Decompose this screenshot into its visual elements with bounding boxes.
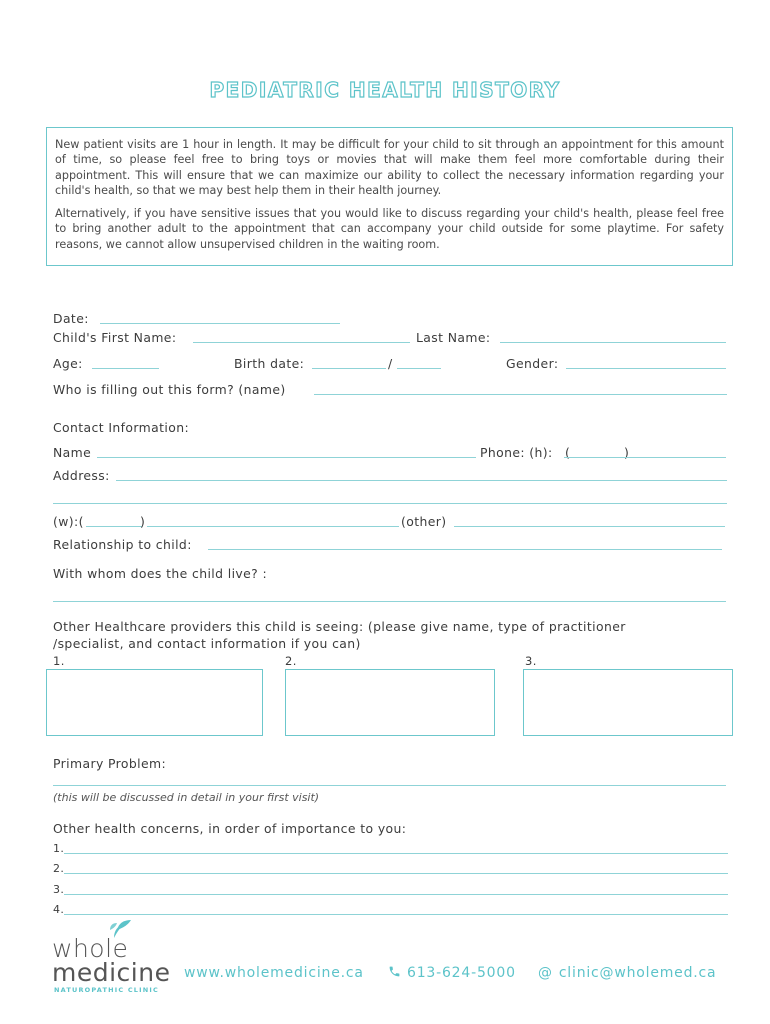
birth-date-label: Birth date: xyxy=(234,356,305,371)
filler-field[interactable] xyxy=(314,394,727,395)
phone-icon xyxy=(388,965,401,978)
first-name-field[interactable] xyxy=(193,342,410,343)
provider-2-number: 2. xyxy=(285,654,297,668)
phone-home-paren-open: ( xyxy=(565,445,570,460)
address-field-2[interactable] xyxy=(53,503,727,504)
phone-work-paren-close: ) xyxy=(140,514,145,529)
birth-date-field-b[interactable] xyxy=(397,368,441,369)
providers-label-line2: /specialist, and contact information if you can) xyxy=(53,636,361,651)
concern-3-number: 3. xyxy=(53,883,65,896)
phone-work-area-field[interactable] xyxy=(86,526,142,527)
contact-name-field[interactable] xyxy=(97,457,476,458)
phone-work-field[interactable] xyxy=(147,526,399,527)
relationship-field[interactable] xyxy=(208,549,722,550)
lives-with-field[interactable] xyxy=(53,601,726,602)
date-label: Date: xyxy=(53,311,89,326)
birth-date-field-a[interactable] xyxy=(312,368,386,369)
provider-3-number: 3. xyxy=(525,654,537,668)
providers-label-line1: Other Healthcare providers this child is seeing: (please give name, type of practitioner xyxy=(53,619,626,634)
address-field-1[interactable] xyxy=(116,480,727,481)
primary-problem-note: (this will be discussed in detail in your first visit) xyxy=(53,791,320,804)
provider-2-box[interactable] xyxy=(285,669,495,736)
phone-home-field[interactable] xyxy=(564,457,726,458)
phone-work-label: (w):( xyxy=(53,514,84,529)
provider-1-number: 1. xyxy=(53,654,65,668)
lives-with-label: With whom does the child live? : xyxy=(53,566,268,581)
logo-word-medicine: medicine xyxy=(52,958,171,987)
birth-date-slash: / xyxy=(388,356,393,371)
last-name-label: Last Name: xyxy=(416,330,491,345)
logo-word-whole: whole xyxy=(52,934,129,963)
concern-3-field[interactable] xyxy=(64,894,728,895)
phone-home-label: Phone: (h): xyxy=(480,445,553,460)
provider-1-box[interactable] xyxy=(46,669,263,736)
contact-name-label: Name xyxy=(53,445,92,460)
concern-4-number: 4. xyxy=(53,903,65,916)
concern-1-number: 1. xyxy=(53,842,65,855)
provider-3-box[interactable] xyxy=(523,669,733,736)
concern-2-number: 2. xyxy=(53,862,65,875)
contact-heading: Contact Information: xyxy=(53,420,190,435)
phone-contact xyxy=(388,965,516,981)
gender-label: Gender: xyxy=(506,356,559,371)
concerns-label: Other health concerns, in order of importance to you: xyxy=(53,821,407,836)
phone-home-paren-close: ) xyxy=(624,445,629,460)
address-label: Address: xyxy=(53,468,110,483)
primary-problem-field[interactable] xyxy=(53,785,726,786)
phone-other-field[interactable] xyxy=(454,526,725,527)
last-name-field[interactable] xyxy=(500,342,726,343)
primary-problem-label: Primary Problem: xyxy=(53,756,167,771)
gender-field[interactable] xyxy=(566,368,726,369)
form-title: PEDIATRIC HEALTH HISTORY xyxy=(209,78,561,102)
age-field[interactable] xyxy=(92,368,159,369)
first-name-label: Child's First Name: xyxy=(53,330,177,345)
at-icon: @ xyxy=(538,965,553,981)
logo-subtitle: NATUROPATHIC CLINIC xyxy=(54,986,159,994)
concern-2-field[interactable] xyxy=(64,873,728,874)
phone-other-label: (other) xyxy=(401,514,447,529)
concern-1-field[interactable] xyxy=(64,853,728,854)
age-label: Age: xyxy=(53,356,83,371)
email-contact xyxy=(538,965,716,981)
concern-4-field[interactable] xyxy=(64,914,728,915)
relationship-label: Relationship to child: xyxy=(53,537,192,552)
date-field[interactable] xyxy=(100,323,340,324)
website-link[interactable]: www.wholemedicine.ca xyxy=(184,965,364,981)
filler-label: Who is filling out this form? (name) xyxy=(53,382,286,397)
phone-number[interactable]: 613-624-5000 xyxy=(407,965,516,981)
email-address[interactable]: clinic@wholemed.ca xyxy=(558,965,717,981)
intro-paragraph-1: New patient visits are 1 hour in length. It may be difficult for your child to sit through an appointment for this amount of time, so please feel free to bring toys or movies that will make them feel more comfortable during their appointment. This will ensure that we can maximize our ability to collect the necessary information regarding your child's health, so that we may best help them in their health journey. xyxy=(55,138,724,197)
intro-box xyxy=(46,127,733,266)
intro-paragraph-2: Alternatively, if you have sensitive issues that you would like to discuss regarding your child's health, please feel free to bring another adult to the appointment that can accompany your child outside for some playtime. For safety reasons, we cannot allow unsupervised children in the waiting room. xyxy=(55,207,724,251)
